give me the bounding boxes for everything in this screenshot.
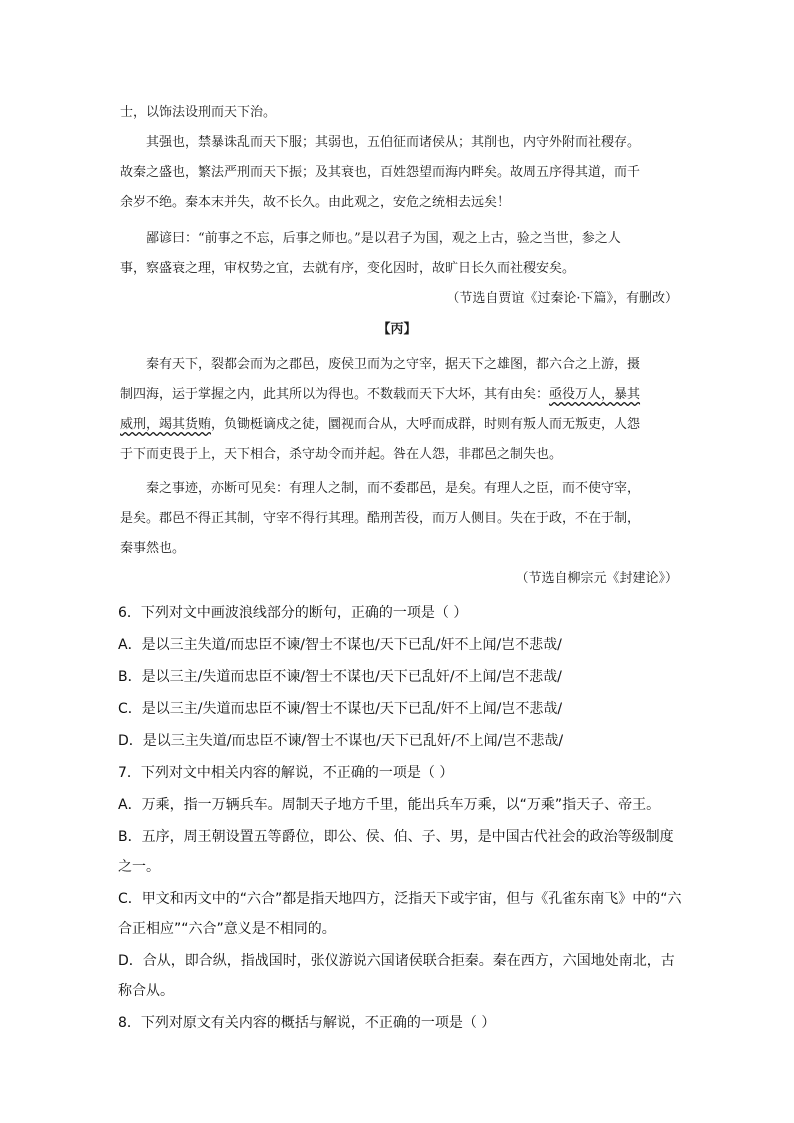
passage-line: 秦事然也。: [120, 541, 186, 556]
passage-line: [120, 380, 680, 410]
question-stem: 7．下列对文中相关内容的解说，不正确的一项是（ ）: [118, 765, 454, 781]
wavy-underlined-text: 亟役万人，暴其: [549, 387, 641, 402]
answer-option: C．甲文和丙文中的“六合”都是指天地四方，泛指天下或宇宙，但与《孔雀东南飞》中的“六: [118, 891, 682, 907]
source-citation: （节选自贾谊《过秦论·下篇》，有删改）: [446, 291, 678, 306]
section-heading: 【丙】: [377, 322, 417, 337]
passage-line: 是矣。郡邑不得正其制，守宰不得行其理。酷刑苦役，而万人侧目。失在于政，不在于制，: [120, 511, 641, 526]
wavy-underlined-text: 威刑，竭其货贿: [120, 417, 212, 432]
passage-line: 其强也，禁暴诛乱而天下服；其弱也，五伯征而诸侯从；其削也，内守外附而社稷存。: [146, 135, 641, 150]
answer-option: B．是以三主/失道而忠臣不谏/智士不谋也/天下已乱奸/不上闻/岂不悲哉/: [118, 669, 562, 685]
answer-option: C．是以三主/失道而忠臣不谏/智士不谋也/天下已乱/奸不上闻/岂不悲哉/: [118, 701, 563, 717]
answer-option: A．万乘，指一万辆兵车。周制天子地方千里，能出兵车万乘，以“万乘”指天子、帝王。: [118, 797, 661, 813]
source-citation: （节选自柳宗元《封建论》）: [515, 571, 678, 586]
passage-line: 于下而吏畏于上，天下相合，杀守劫令而并起。咎在人怨，非郡邑之制失也。: [120, 447, 563, 462]
question-stem: 6．下列对文中画波浪线部分的断句，正确的一项是（ ）: [118, 605, 468, 621]
answer-option: D．合从，即合纵，指战国时，张仪游说六国诸侯联合拒秦。秦在西方，六国地处南北，古: [118, 953, 675, 969]
answer-option: A．是以三主失道/而忠臣不谏/智士不谋也/天下已乱/奸不上闻/岂不悲哉/: [118, 637, 562, 653]
passage-line: 余岁不绝。秦本末并失，故不长久。由此观之，安危之统相去远矣！: [120, 195, 511, 210]
passage-line: 士，以饰法设刑而天下治。: [120, 105, 277, 120]
passage-text: ，负锄梃谪戍之徒，圜视而合从，大呼而成群，时则有叛人而无叛吏，人怨: [211, 417, 641, 432]
question-stem: 8．下列对原文有关内容的概括与解说，不正确的一项是（ ）: [118, 1015, 496, 1031]
passage-line: 事，察盛衰之理，审权势之宜，去就有序，变化因时，故旷日长久而社稷安矣。: [120, 261, 576, 276]
answer-option: D．是以三主失道/而忠臣不谏/智士不谋也/天下已乱奸/不上闻/岂不悲哉/: [118, 733, 564, 749]
passage-line: 鄙谚曰：“前事之不忘，后事之师也。”是以君子为国，观之上古，验之当世，参之人: [146, 231, 621, 246]
passage-line: [120, 410, 680, 440]
answer-option-continued: 合正相应”“六合”意义是不相同的。: [118, 921, 336, 937]
answer-option-continued: 之一。: [118, 859, 160, 875]
answer-option: B．五序，周王朝设置五等爵位，即公、侯、伯、子、男，是中国古代社会的政治等级制度: [118, 829, 674, 845]
passage-text: 制四海，运于掌握之内，此其所以为得也。不数载而天下大坏，其有由矣：: [120, 387, 550, 402]
answer-option-continued: 称合从。: [118, 983, 174, 999]
passage-line: 秦之事迹，亦断可见矣：有理人之制，而不委郡邑，是矣。有理人之臣，而不使守宰，: [146, 481, 641, 496]
passage-line: 故秦之盛也，繁法严刑而天下振；及其衰也，百姓怨望而海内畔矣。故周五序得其道，而千: [120, 165, 641, 180]
passage-line: 秦有天下，裂都会而为之郡邑，废侯卫而为之守宰，据天下之雄图，都六合之上游，摄: [146, 357, 641, 372]
